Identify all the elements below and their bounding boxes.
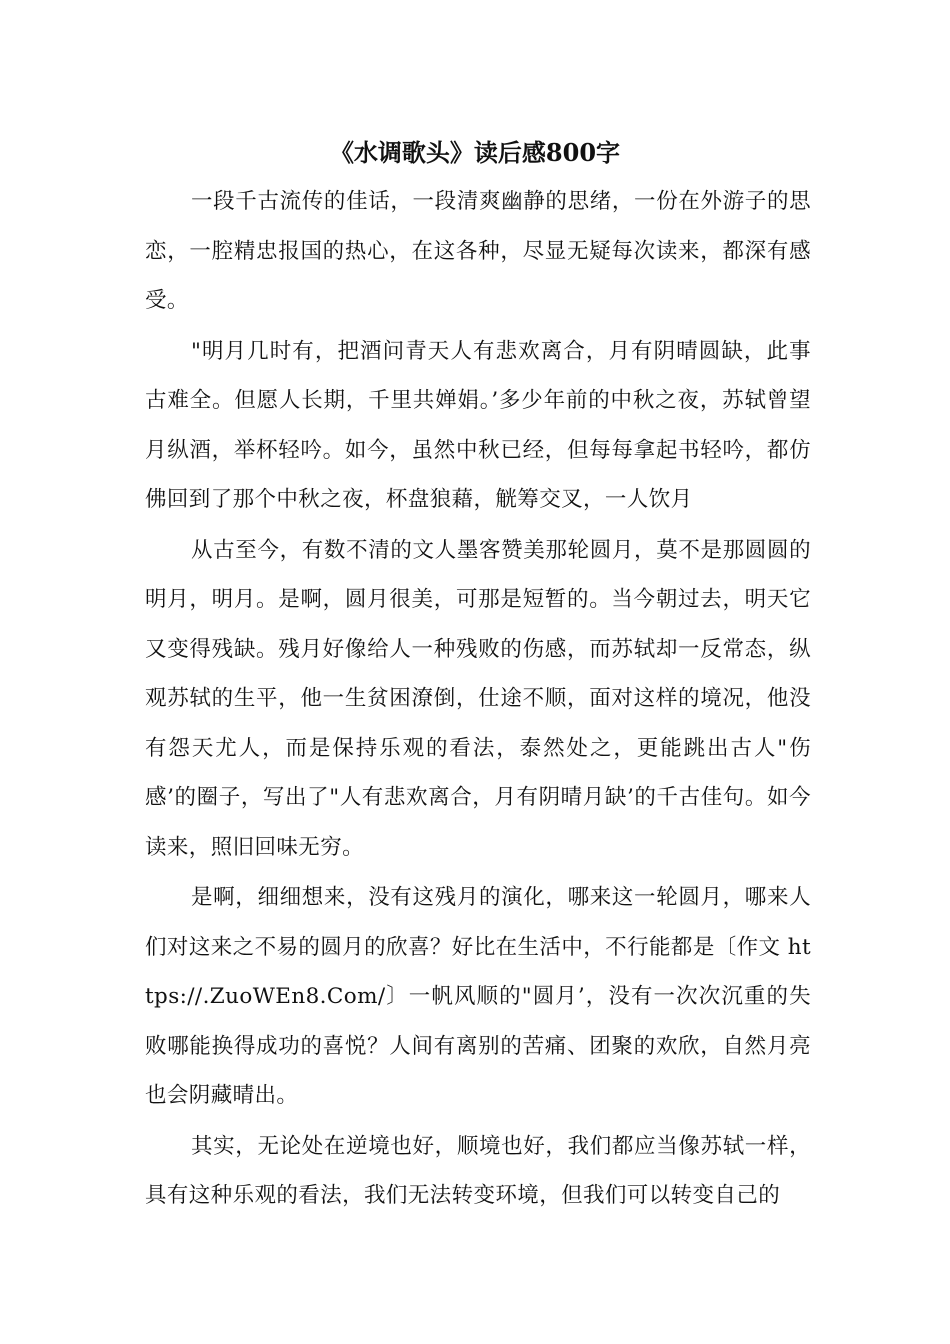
paragraph-2: "明月几时有，把酒问青天人有悲欢离合，月有阴晴圆缺，此事古难全。但愿人长期，千里共婵娟。’多少年前的中秋之夜，苏轼曾望月纵酒，举杯轻吟。如今，虽然中秋已经，但每每拿起书轻吟，都仿佛回到了那个中秋之夜，杯盘狼藉，觥筹交叉，一人饮月	[145, 338, 811, 512]
document-body	[145, 177, 811, 1221]
paragraph-4: 是啊，细细想来，没有这残月的演化，哪来这一轮圆月，哪来人们对这来之不易的圆月的欣喜？好比在生活中，不行能都是〔作文 https://.ZuoWEn8.Com/〕一帆风顺的"圆月’，没有一次次沉重的失败哪能换得成功的喜悦？人间有离别的苦痛、团聚的欢欣，自然月亮也会阴藏晴出。	[145, 885, 811, 1108]
document-title: 《水调歌头》读后感800字	[329, 138, 621, 167]
paragraph-5: 其实，无论处在逆境也好，顺境也好，我们都应当像苏轼一样，具有这种乐观的看法，我们无法转变环境，但我们可以转变自己的	[145, 1133, 811, 1208]
paragraph-1: 一段千古流传的佳话，一段清爽幽静的思绪，一份在外游子的思恋，一腔精忠报国的热心，在这各种，尽显无疑每次读来，都深有感受。	[145, 189, 811, 313]
paragraph-3: 从古至今，有数不清的文人墨客赞美那轮圆月，莫不是那圆圆的明月，明月。是啊，圆月很美，可那是短暂的。当今朝过去，明天它又变得残缺。残月好像给人一种残败的伤感，而苏轼却一反常态，纵观苏轼的生平，他一生贫困潦倒，仕途不顺，面对这样的境况，他没有怨天尤人，而是保持乐观的看法，泰然处之，更能跳出古人"伤感’的圈子，写出了"人有悲欢离合，月有阴晴月缺’的千古佳句。如今读来，照旧回味无穷。	[145, 537, 811, 860]
